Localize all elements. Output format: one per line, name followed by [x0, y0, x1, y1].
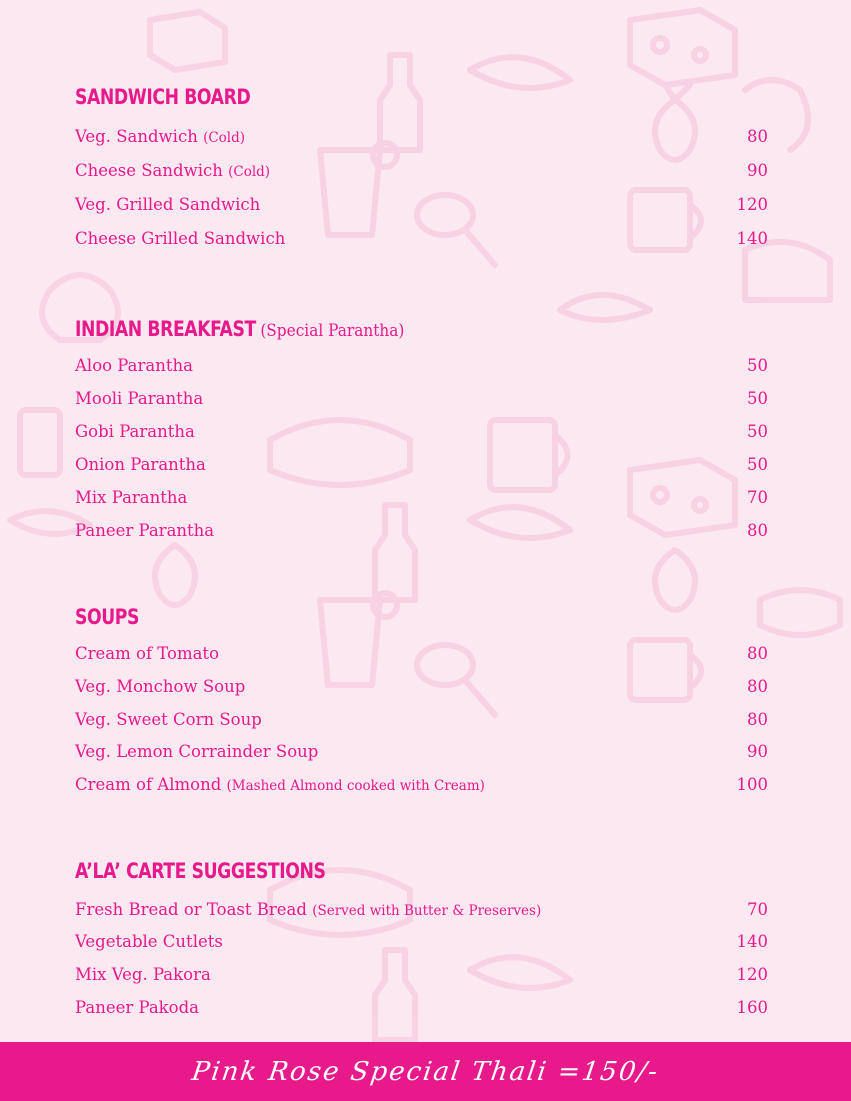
item-name: Cheese Sandwich	[75, 161, 223, 180]
item-note: (Served with Butter & Preserves)	[312, 903, 542, 919]
sandwich-icon	[760, 590, 840, 635]
menu-section-indian-breakfast	[75, 316, 768, 540]
menu-item	[75, 420, 768, 444]
item-price: 50	[747, 356, 768, 375]
menu-item	[75, 453, 768, 477]
menu-item	[75, 125, 768, 149]
menu-section-sandwich-board	[75, 84, 768, 248]
special-thali-text: Pink Rose Special Thali =150/-	[189, 1056, 662, 1087]
item-name: Veg. Sandwich	[75, 127, 198, 146]
menu-item	[75, 898, 768, 922]
drink-glass-icon	[320, 143, 397, 235]
special-thali-banner	[0, 1042, 851, 1101]
menu-item	[75, 963, 768, 987]
item-name: Cream of Almond	[75, 775, 222, 794]
menu-item	[75, 354, 768, 378]
item-name: Fresh Bread or Toast Bread	[75, 900, 307, 919]
item-price: 50	[747, 389, 768, 408]
item-price: 120	[736, 195, 768, 214]
section-title	[75, 858, 643, 884]
menu-item	[75, 996, 768, 1020]
menu-section-soups	[75, 604, 768, 794]
menu-item	[75, 773, 768, 797]
item-name: Veg. Lemon Corrainder Soup	[75, 742, 319, 761]
section-title-text: A’LA’ CARTE SUGGESTIONS	[75, 859, 326, 883]
item-note: (Mashed Almond cooked with Cream)	[226, 778, 485, 794]
item-price: 120	[736, 965, 768, 984]
item-price: 160	[736, 998, 768, 1017]
item-name: Cream of Tomato	[75, 644, 219, 663]
section-title-text: SOUPS	[75, 605, 139, 629]
item-name: Mix Parantha	[75, 488, 188, 507]
section-title	[75, 604, 643, 630]
item-name: Paneer Parantha	[75, 521, 215, 540]
item-name: Mix Veg. Pakora	[75, 965, 211, 984]
item-price: 80	[747, 521, 768, 540]
item-name: Paneer Pakoda	[75, 998, 200, 1017]
item-price: 140	[736, 932, 768, 951]
item-price: 80	[747, 644, 768, 663]
item-price: 80	[747, 677, 768, 696]
menu-item	[75, 642, 768, 666]
mug-icon	[20, 410, 60, 475]
item-price: 90	[747, 742, 768, 761]
item-price: 70	[747, 900, 768, 919]
menu-item	[75, 519, 768, 543]
item-name: Vegetable Cutlets	[75, 932, 223, 951]
item-name: Veg. Monchow Soup	[75, 677, 246, 696]
menu-item	[75, 227, 768, 251]
radish-icon	[655, 550, 695, 610]
section-title-text: SANDWICH BOARD	[75, 85, 251, 109]
item-price: 100	[736, 775, 768, 794]
item-price: 140	[736, 229, 768, 248]
cheese-icon	[150, 12, 225, 70]
item-note: (Cold)	[228, 164, 271, 180]
item-name: Cheese Grilled Sandwich	[75, 229, 286, 248]
item-name: Veg. Sweet Corn Soup	[75, 710, 262, 729]
section-title-text: INDIAN BREAKFAST	[75, 317, 256, 341]
menu-item	[75, 159, 768, 183]
item-price: 70	[747, 488, 768, 507]
item-name: Veg. Grilled Sandwich	[75, 195, 261, 214]
item-name: Aloo Parantha	[75, 356, 193, 375]
radish-icon	[155, 545, 195, 605]
menu-item	[75, 708, 768, 732]
item-name: Gobi Parantha	[75, 422, 195, 441]
menu-item	[75, 387, 768, 411]
item-price: 80	[747, 710, 768, 729]
item-price: 90	[747, 161, 768, 180]
menu-item	[75, 193, 768, 217]
section-title	[75, 316, 643, 344]
menu-section-a-la-carte	[75, 858, 768, 1017]
item-price: 50	[747, 455, 768, 474]
menu-item	[75, 740, 768, 764]
section-subtitle: (Special Parantha)	[260, 321, 405, 341]
menu-item	[75, 675, 768, 699]
item-name: Onion Parantha	[75, 455, 206, 474]
item-note: (Cold)	[203, 130, 246, 146]
section-title	[75, 84, 643, 110]
item-name: Mooli Parantha	[75, 389, 204, 408]
menu-item	[75, 486, 768, 510]
item-price: 50	[747, 422, 768, 441]
menu-item	[75, 930, 768, 954]
cheese-icon	[630, 10, 735, 85]
item-price: 80	[747, 127, 768, 146]
